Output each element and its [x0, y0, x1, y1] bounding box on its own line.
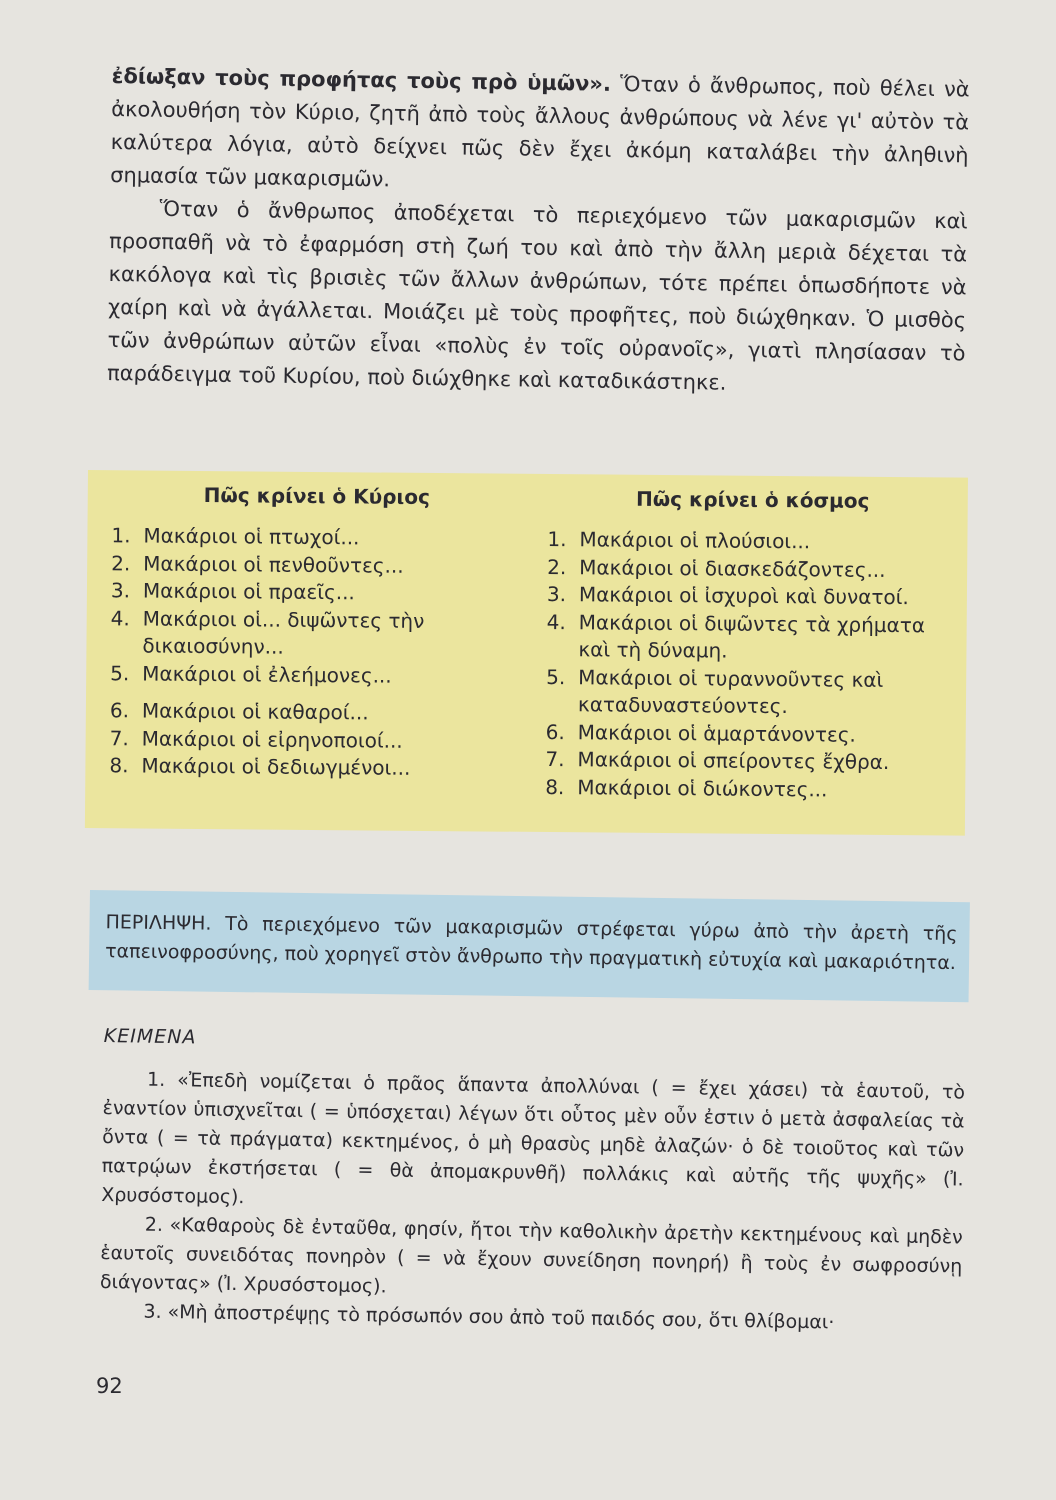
item-text: Μακάριοι οἱ πτωχοί...: [143, 523, 360, 550]
item-text: Μακάριοι οἱ ἐλεήμονες...: [142, 660, 392, 688]
intro-paragraph-1: [110, 60, 970, 205]
item-number: 2.: [547, 554, 567, 579]
intro-paragraph-1-text: Ὅταν ὁ ἄνθρωπος, ποὺ θέλει νὰ ἀκολουθήση τὸν Κύριο, ζητῆ ἀπὸ τοὺς ἄλλους ἀνθρώπους νὰ λένε γι' αὐτὸν τὰ καλύτερα λόγια, αὐτὸ δείχνει πῶς δὲν ἔχει ἀκόμη καταλάβει τὴν ἀληθινὴ σημασία τῶν μακαρισμῶν.: [110, 71, 970, 192]
item-text: Μακάριοι οἱ... διψῶντες τὴν δικαιοσύνην...: [142, 605, 425, 659]
world-list: [545, 526, 957, 805]
intro-bold-quote: ἐδίωξαν τοὺς προφήτας τοὺς πρὸ ὑμῶν».: [111, 63, 612, 96]
comparison-box: [85, 470, 968, 836]
list-item: [110, 660, 520, 691]
item-number: 3.: [110, 578, 131, 603]
list-item: [546, 609, 956, 668]
item-number: 7.: [109, 725, 129, 750]
item-number: 8.: [109, 753, 129, 778]
texts-section: [99, 1022, 966, 1340]
item-text: Μακάριοι οἱ πενθοῦντες...: [143, 550, 404, 578]
item-text: Μακάριοι οἱ δεδιωγμένοι...: [141, 753, 411, 780]
intro-paragraph-2: Ὅταν ὁ ἄνθρωπος ἀποδέχεται τὸ περιεχόμενο τῶν μακαρισμῶν καὶ προσπαθῆ νὰ τὸ ἐφαρμόση στὴ ζωή του καὶ ἀπὸ τὴν ἄλλη μεριὰ δέχεται τὰ κακόλογα καὶ τὶς βρισιὲς τῶν ἄλλων ἀνθρώπων, τότε πρέπει ὁπωσδήποτε νὰ χαίρη καὶ νὰ ἀγάλλεται. Μοιάζει μὲ τοὺς προφῆτες, ποὺ διώχθηκαν. Ὁ μισθὸς τῶν ἀνθρώπων αὐτῶν εἶναι «πολὺς ἐν τοῖς οὐρανοῖς», γιατὶ πλησίασαν τὸ παράδειγμα τοῦ Κυρίου, ποὺ διώχθηκε καὶ καταδικάστηκε.: [106, 196, 968, 395]
list-item: [547, 554, 957, 585]
item-number: 3.: [546, 582, 567, 607]
list-item: [546, 664, 956, 723]
lord-list: [109, 522, 521, 783]
item-number: 6.: [545, 719, 565, 744]
item-number: 5.: [546, 664, 566, 689]
text-excerpt-1: 1. «Ἐπεδὴ νομίζεται ὁ πρᾶος ἅπαντα ἀπολλύναι ( = ἔχει χάσει) τὰ ἑαυτοῦ, τὸ ἐναντίον ὑπισχνεῖται ( = ὑπόσχεται) λέγων ὅτι οὗτος μὲν οὖν ἐστιν ὁ μετὰ ἀσφαλείας τὰ ὄντα ( = τὰ πράγματα) κεκτημένος, ὁ μὴ θρασὺς μηδὲ ἀλαζών· ὁ δὲ τοιοῦτος καὶ τῶν πατρῴων ἐκστήσεται ( = θὰ ἀπομακρυνθῆ) πολλάκις καὶ αὐτῆς τῆς ψυχῆς» (Ἰ. Χρυσόστομος).: [101, 1068, 966, 1209]
list-item: [111, 550, 521, 581]
list-item: [109, 752, 519, 783]
page-number: 92: [96, 1374, 123, 1398]
item-number: 1.: [111, 523, 131, 548]
item-text: Μακάριοι οἱ διψῶντες τὰ χρήματα καὶ τὴ δύναμη.: [578, 609, 926, 663]
item-number: 5.: [110, 660, 130, 685]
lord-column: [109, 480, 522, 783]
list-item: [547, 526, 957, 557]
item-text: Μακάριοι οἱ πραεῖς...: [142, 578, 355, 605]
item-number: 4.: [546, 609, 566, 634]
texts-heading: ΚΕΙΜΕΝΑ: [103, 1024, 197, 1049]
summary-text: ΠΕΡΙΛΗΨΗ. Τὸ περιεχόμενο τῶν μακαρισμῶν στρέφεται γύρω ἀπὸ τὴν ἀρετὴ τῆς ταπεινοφροσύνης, ποὺ χορηγεῖ στὸν ἄνθρωπο τὴν πραγματικὴ εὐτυχία καὶ μακαριότητα.: [104, 911, 958, 975]
item-text: Μακάριοι οἱ τυραννοῦντες καὶ καταδυναστεύοντες.: [577, 664, 884, 719]
list-item: [546, 719, 956, 750]
world-column-title: Πῶς κρίνει ὁ κόσμος: [636, 486, 870, 513]
item-text: Μακάριοι οἱ διώκοντες...: [577, 774, 828, 801]
lord-column-title: Πῶς κρίνει ὁ Κύριος: [203, 483, 430, 509]
item-number: 6.: [109, 698, 130, 723]
summary-box: [89, 890, 970, 1002]
world-column: [545, 484, 958, 805]
item-text: Μακάριοι οἱ εἰρηνοποιοί...: [141, 725, 403, 753]
item-text: Μακάριοι οἱ ἁμαρτάνοντες.: [577, 719, 856, 747]
list-item: [547, 581, 957, 612]
item-text: Μακάριοι οἱ σπείροντες ἔχθρα.: [577, 747, 890, 775]
item-text: Μακάριοι οἱ διασκεδάζοντες...: [579, 554, 886, 582]
item-number: 2.: [111, 550, 131, 575]
item-number: 4.: [110, 605, 130, 630]
item-text: Μακάριοι οἱ καθαροί...: [141, 698, 369, 725]
list-item: [111, 577, 521, 608]
list-item: [111, 522, 521, 553]
intro-text: [107, 60, 970, 403]
list-item: [110, 725, 520, 756]
text-excerpt-2: 2. «Καθαροὺς δὲ ἐνταῦθα, φησίν, ἤτοι τὴν καθολικὴν ἀρετὴν κεκτημένους καὶ μηδὲν ἑαυτοῖς συνειδότας πονηρὸν ( = νὰ ἔχουν συνείδηση πονηρή) ἢ τοὺς ἐν σωφροσύνῃ διάγοντας» (Ἰ. Χρυσόστομος).: [99, 1213, 963, 1298]
list-item: [110, 605, 520, 664]
item-text: Μακάριοι οἱ πλούσιοι...: [579, 527, 811, 554]
list-item: [545, 774, 955, 805]
item-number: 7.: [545, 747, 565, 772]
item-number: 1.: [547, 527, 567, 552]
list-item: [110, 697, 520, 728]
item-number: 8.: [545, 774, 565, 799]
item-text: Μακάριοι οἱ ἰσχυροὶ καὶ δυνατοί.: [578, 582, 909, 610]
text-excerpt-3: 3. «Μὴ ἀποστρέψῃς τὸ πρόσωπόν σου ἀπὸ τοῦ παιδός σου, ὅτι θλίβομαι·: [143, 1300, 835, 1334]
list-item: [545, 746, 955, 777]
